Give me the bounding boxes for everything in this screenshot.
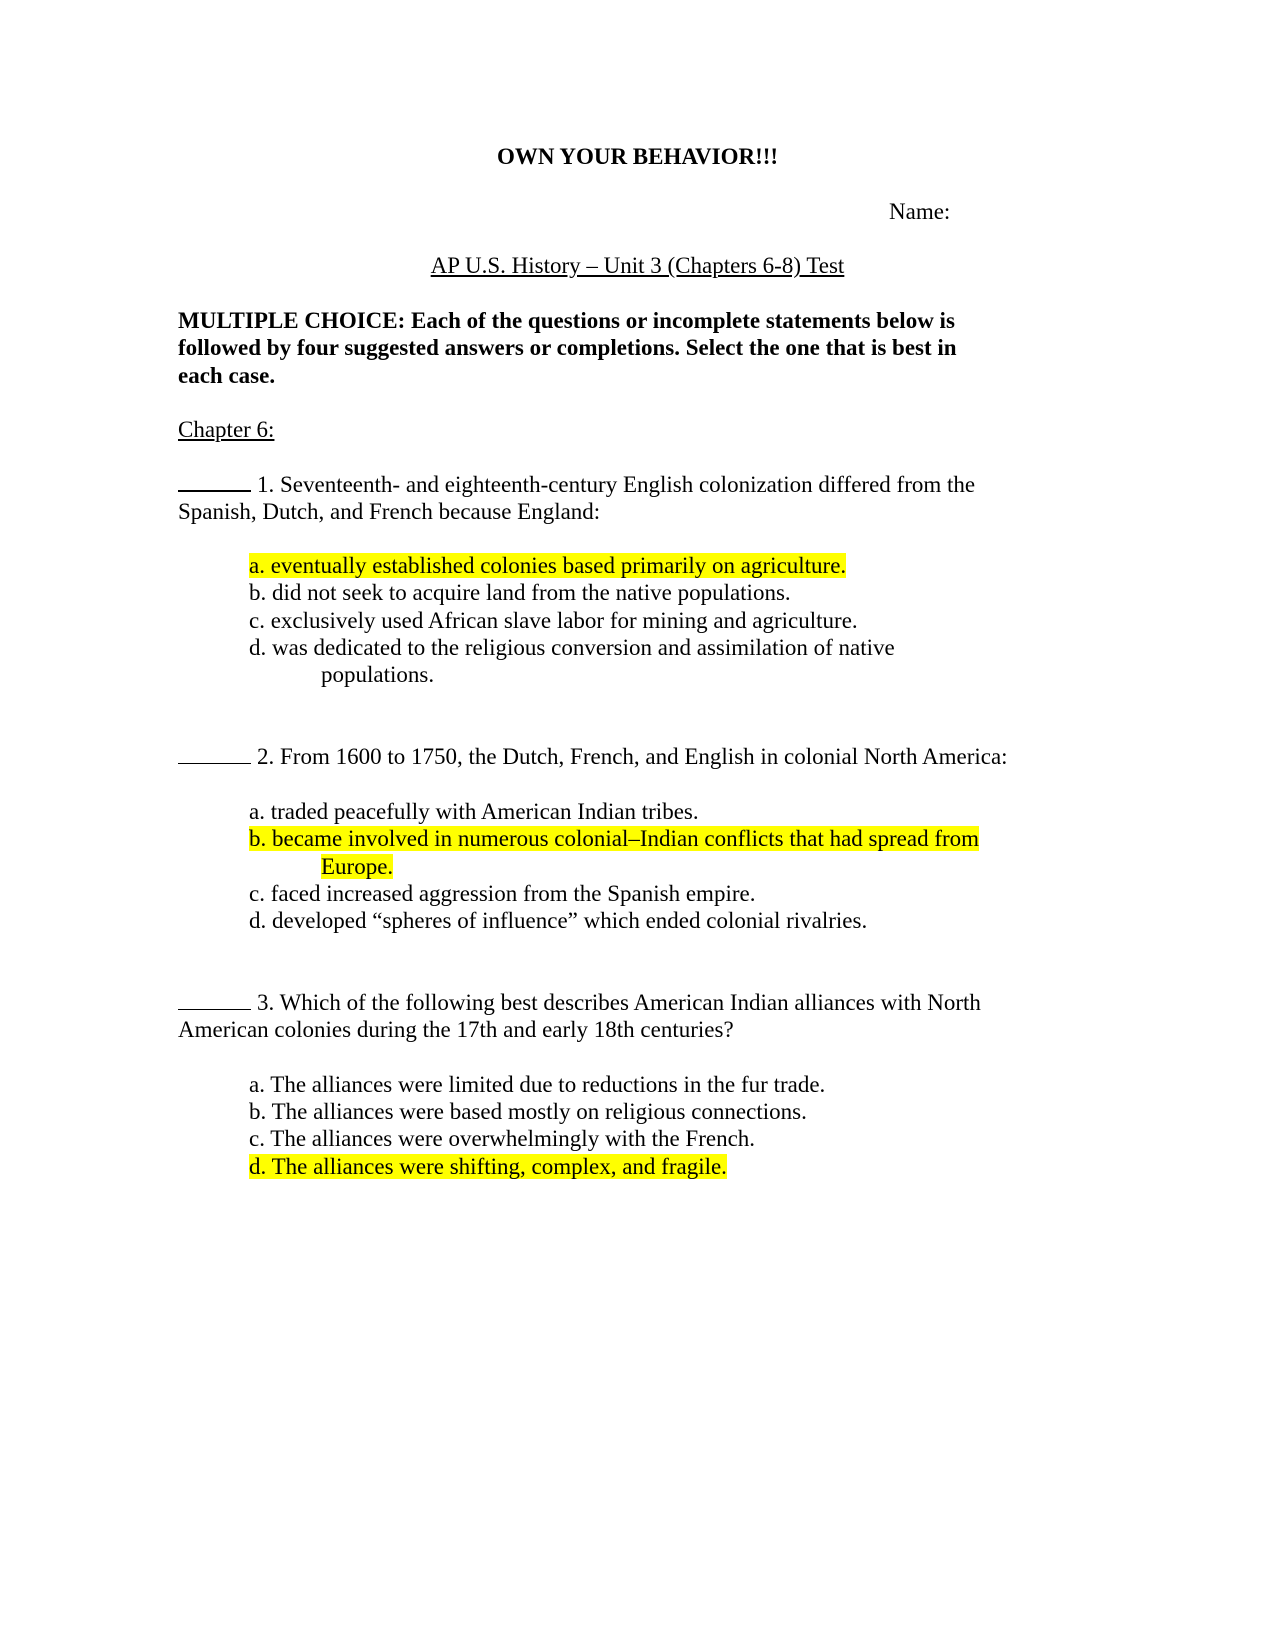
q1-choice-d: d. was dedicated to the religious conversion and assimilation of native — [249, 635, 895, 660]
name-label: Name: — [889, 199, 951, 224]
test-title — [0, 252, 1275, 280]
question-1-stem — [178, 470, 975, 499]
q2-choice-c: c. faced increased aggression from the Spanish empire. — [249, 881, 756, 906]
q1-choice-c: c. exclusively used African slave labor for mining and agriculture. — [249, 608, 858, 633]
q2-choice-b-cont — [321, 853, 393, 881]
q3-choice-d-highlight: d. The alliances were shifting, complex, and fragile. — [249, 1154, 727, 1179]
test-title-text: AP U.S. History – Unit 3 (Chapters 6-8) Test — [430, 253, 845, 278]
q2-choice-a: a. traded peacefully with American Indian tribes. — [249, 799, 699, 824]
chapter-heading: Chapter 6: — [178, 417, 275, 442]
q2-choice-b-highlight: b. became involved in numerous colonial–Indian conflicts that had spread from — [249, 826, 980, 851]
question-1-text: 1. Seventeenth- and eighteenth-century English colonization differed from the — [257, 472, 976, 497]
q2-choice-b-cont-highlight: Europe. — [321, 854, 394, 879]
instructions-line-3: each case. — [178, 363, 276, 388]
q1-choice-a-highlight: a. eventually established colonies based primarily on agriculture. — [249, 553, 847, 578]
question-1-stem-cont: Spanish, Dutch, and French because England: — [178, 499, 601, 524]
q3-choice-d — [249, 1153, 727, 1181]
q3-choice-b: b. The alliances were based mostly on religious connections. — [249, 1099, 807, 1124]
q3-choice-c: c. The alliances were overwhelmingly with the French. — [249, 1126, 756, 1151]
instructions-line-2: followed by four suggested answers or completions. Select the one that is best in — [178, 335, 957, 360]
question-2-stem — [178, 743, 1008, 771]
answer-blank-2[interactable] — [178, 743, 251, 764]
q1-choice-b: b. did not seek to acquire land from the native populations. — [249, 580, 791, 605]
q1-choice-d-cont: populations. — [321, 662, 435, 687]
motto-heading: OWN YOUR BEHAVIOR!!! — [496, 144, 779, 169]
instructions-line-1: MULTIPLE CHOICE: Each of the questions or incomplete statements below is — [178, 308, 955, 333]
answer-blank-3[interactable] — [178, 989, 251, 1010]
q2-choice-b — [249, 825, 979, 853]
q1-choice-a — [249, 552, 846, 580]
question-3-text: 3. Which of the following best describes American Indian alliances with North — [257, 990, 981, 1015]
q3-choice-a: a. The alliances were limited due to reductions in the fur trade. — [249, 1072, 826, 1097]
q2-choice-d: d. developed “spheres of influence” which ended colonial rivalries. — [249, 908, 868, 933]
question-2-text: 2. From 1600 to 1750, the Dutch, French, and English in colonial North America: — [257, 744, 1008, 769]
question-3-stem — [178, 989, 981, 1017]
answer-blank-1[interactable] — [178, 470, 251, 492]
question-3-stem-cont: American colonies during the 17th and early 18th centuries? — [178, 1017, 734, 1042]
